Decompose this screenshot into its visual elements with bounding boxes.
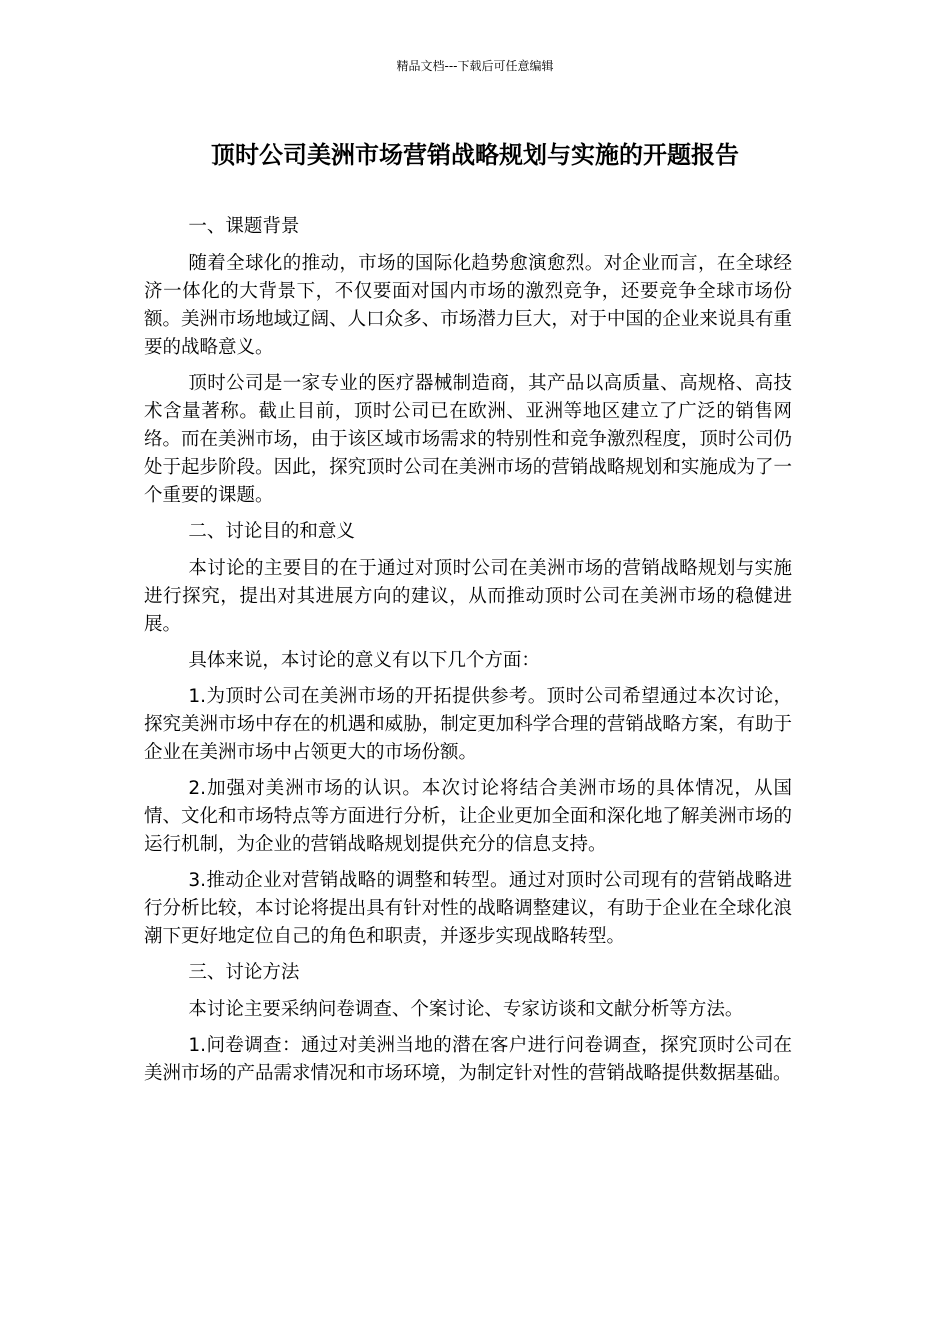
paragraph: 具体来说，本讨论的意义有以下几个方面： <box>188 650 540 671</box>
section-heading-method: 三、讨论方法 <box>188 962 300 983</box>
paragraph: 本讨论的主要目的在于通过对顶时公司在美洲市场的营销战略规划与实施进行探究，提出对其进展方向的建议，从而推动顶时公司在美洲市场的稳健进展。 <box>144 558 792 635</box>
document-title: 顶时公司美洲市场营销战略规划与实施的开题报告 <box>211 141 739 169</box>
section-heading-background: 一、课题背景 <box>188 216 300 237</box>
list-item: 1.为顶时公司在美洲市场的开拓提供参考。顶时公司希望通过本次讨论，探究美洲市场中存在的机遇和威胁，制定更加科学合理的营销战略方案，有助于企业在美洲市场中占领更大的市场份额。 <box>144 686 792 763</box>
header-note: 精品文档---下载后可任意编辑 <box>396 59 554 73</box>
paragraph: 随着全球化的推动，市场的国际化趋势愈演愈烈。对企业而言，在全球经济一体化的大背景下，不仅要面对国内市场的激烈竞争，还要竞争全球市场份额。美洲市场地域辽阔、人口众多、市场潜力巨大，对于中国的企业来说具有重要的战略意义。 <box>144 253 792 358</box>
paragraph: 顶时公司是一家专业的医疗器械制造商，其产品以高质量、高规格、高技术含量著称。截止目前，顶时公司已在欧洲、亚洲等地区建立了广泛的销售网络。而在美洲市场，由于该区域市场需求的特别性和竞争激烈程度，顶时公司仍处于起步阶段。因此，探究顶时公司在美洲市场的营销战略规划和实施成为了一个重要的课题。 <box>144 373 792 506</box>
paragraph: 本讨论主要采纳问卷调查、个案讨论、专家访谈和文献分析等方法。 <box>188 999 744 1020</box>
list-item: 1.问卷调查：通过对美洲当地的潜在客户进行问卷调查，探究顶时公司在美洲市场的产品需求情况和市场环境，为制定针对性的营销战略提供数据基础。 <box>144 1035 792 1084</box>
list-item: 3.推动企业对营销战略的调整和转型。通过对顶时公司现有的营销战略进行分析比较，本讨论将提出具有针对性的战略调整建议，有助于企业在全球化浪潮下更好地定位自己的角色和职责，并逐步实现战略转型。 <box>144 870 792 947</box>
document-body <box>144 213 792 1096</box>
list-item: 2.加强对美洲市场的认识。本次讨论将结合美洲市场的具体情况，从国情、文化和市场特点等方面进行分析，让企业更加全面和深化地了解美洲市场的运行机制，为企业的营销战略规划提供充分的信息支持。 <box>144 778 792 855</box>
section-heading-purpose: 二、讨论目的和意义 <box>188 521 355 542</box>
